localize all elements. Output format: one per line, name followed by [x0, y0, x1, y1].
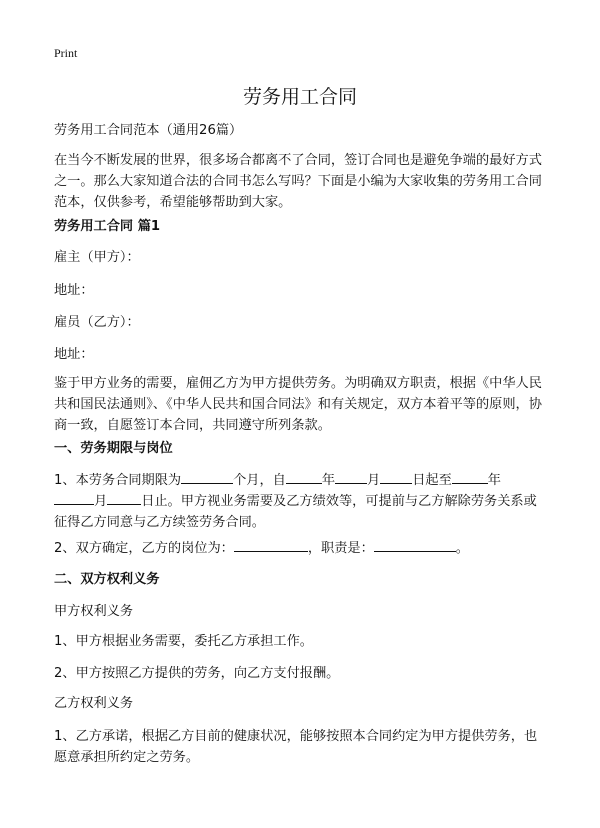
party-a-clause-1: 1、甲方根据业务需要，委托乙方承担工作。 — [54, 634, 313, 649]
preamble-paragraph: 鉴于甲方业务的需要，雇佣乙方为甲方提供劳务。为明确双方职责，根据《中华人民共和国民法通则》、《中华人民共和国合同法》和有关规定，双方本着平等的原则，协商一致，自愿签订本合同，共同遵守所列条款。 — [54, 376, 542, 433]
clause-position-text-3: 。 — [455, 541, 469, 556]
clause-term-text-3: 年 — [321, 473, 336, 488]
start-month-blank — [335, 470, 367, 484]
document-title: 劳务用工合同 — [242, 86, 357, 108]
party-a-rights-heading: 甲方权利义务 — [54, 604, 134, 619]
clause-position-text-2: ，职责是： — [307, 541, 374, 556]
print-link[interactable]: Print — [54, 46, 78, 60]
party-a-clause-2: 2、甲方按照乙方提供的劳务，向乙方支付报酬。 — [54, 666, 340, 681]
clause-term-text-8: 日止。甲方视业务需要及乙方绩效等，可提前与乙方解除劳务关系或征得乙方同意与乙方续签劳务合同。 — [54, 494, 537, 530]
clause-term-text-5: 日起至 — [412, 473, 452, 488]
section-title: 劳务用工合同 篇1 — [54, 219, 161, 234]
employee-address-label: 地址： — [54, 347, 94, 362]
start-day-blank — [380, 470, 412, 484]
clause-term-text-4: 月 — [367, 473, 381, 488]
position-blank — [234, 538, 308, 552]
employer-address-label: 地址： — [54, 283, 94, 298]
duty-blank — [374, 538, 456, 552]
months-blank — [181, 470, 233, 484]
clause-term-text-2: 个月，自 — [233, 473, 286, 488]
party-b-clause-1: 1、乙方承诺，根据乙方目前的健康状况，能够按照本合同约定为甲方提供劳务，也愿意承担所约定之劳务。 — [54, 729, 538, 765]
clause-term-text-1: 1、本劳务合同期限为 — [54, 473, 182, 488]
clause-term-text-6: 年 — [487, 473, 501, 488]
heading-term-and-position: 一、劳务期限与岗位 — [54, 441, 173, 456]
end-year-blank — [452, 470, 488, 484]
clause-term — [54, 470, 548, 533]
clause-position — [54, 538, 548, 559]
document-subtitle: 劳务用工合同范本（通用26篇） — [54, 123, 243, 138]
heading-rights-obligations: 二、双方权利义务 — [54, 572, 160, 587]
party-b-rights-heading: 乙方权利义务 — [54, 696, 134, 711]
employee-label: 雇员（乙方）： — [54, 315, 140, 330]
clause-position-text-1: 2、双方确定，乙方的岗位为： — [54, 541, 234, 556]
clause-term-text-7: 月 — [94, 494, 108, 509]
start-year-blank — [286, 470, 322, 484]
employer-label: 雇主（甲方）： — [54, 250, 140, 265]
end-day-blank — [107, 491, 141, 505]
end-month-blank — [54, 491, 94, 505]
intro-paragraph: 在当今不断发展的世界，很多场合都离不了合同，签订合同也是避免争端的最好方式之一。那么大家知道合法的合同书怎么写吗？下面是小编为大家收集的劳务用工合同范本，仅供参考，希望能够帮助到大家。 — [54, 153, 542, 210]
